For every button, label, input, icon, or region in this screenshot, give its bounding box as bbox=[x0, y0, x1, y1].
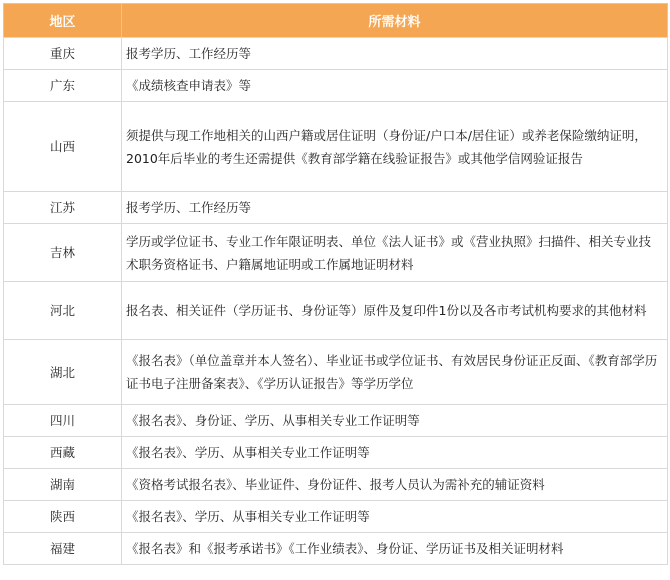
materials-cell: 报考学历、工作经历等 bbox=[122, 38, 668, 70]
table-row bbox=[4, 224, 668, 282]
table-row bbox=[4, 102, 668, 192]
table-row bbox=[4, 192, 668, 224]
table-row bbox=[4, 38, 668, 70]
region-cell: 湖南 bbox=[4, 469, 122, 501]
materials-cell: 《报名表》、学历、从事相关专业工作证明等 bbox=[122, 501, 668, 533]
region-cell: 重庆 bbox=[4, 38, 122, 70]
region-cell: 广东 bbox=[4, 70, 122, 102]
table-row bbox=[4, 340, 668, 405]
materials-cell: 《资格考试报名表》、毕业证件、身份证件、报考人员认为需补充的辅证资料 bbox=[122, 469, 668, 501]
header-materials: 所需材料 bbox=[122, 4, 668, 38]
table-row bbox=[4, 282, 668, 340]
materials-table bbox=[3, 3, 668, 565]
table-row bbox=[4, 405, 668, 437]
table-row bbox=[4, 70, 668, 102]
materials-cell: 报考学历、工作经历等 bbox=[122, 192, 668, 224]
region-cell: 江苏 bbox=[4, 192, 122, 224]
region-cell: 吉林 bbox=[4, 224, 122, 282]
region-cell: 陕西 bbox=[4, 501, 122, 533]
table-row bbox=[4, 533, 668, 565]
materials-table-container bbox=[3, 3, 667, 565]
table-header-row bbox=[4, 4, 668, 38]
region-cell: 西藏 bbox=[4, 437, 122, 469]
materials-cell: 报名表、相关证件（学历证书、身份证等）原件及复印件1份以及各市考试机构要求的其他材料 bbox=[122, 282, 668, 340]
header-region: 地区 bbox=[4, 4, 122, 38]
materials-cell: 《报名表》（单位盖章并本人签名）、毕业证书或学位证书、有效居民身份证正反面、《教育部学历证书电子注册备案表》、《学历认证报告》等学历学位 bbox=[122, 340, 668, 405]
table-row bbox=[4, 437, 668, 469]
materials-cell: 须提供与现工作地相关的山西户籍或居住证明（身份证/户口本/居住证）或养老保险缴纳证明，2010年后毕业的考生还需提供《教育部学籍在线验证报告》或其他学信网验证报告 bbox=[122, 102, 668, 192]
materials-cell: 《报名表》、身份证、学历、从事相关专业工作证明等 bbox=[122, 405, 668, 437]
region-cell: 山西 bbox=[4, 102, 122, 192]
materials-cell: 《报名表》和《报考承诺书》《工作业绩表》、身份证、学历证书及相关证明材料 bbox=[122, 533, 668, 565]
materials-cell: 《成绩核查申请表》等 bbox=[122, 70, 668, 102]
region-cell: 福建 bbox=[4, 533, 122, 565]
region-cell: 河北 bbox=[4, 282, 122, 340]
materials-cell: 学历或学位证书、专业工作年限证明表、单位《法人证书》或《营业执照》扫描件、相关专业技术职务资格证书、户籍属地证明或工作属地证明材料 bbox=[122, 224, 668, 282]
table-row bbox=[4, 469, 668, 501]
region-cell: 四川 bbox=[4, 405, 122, 437]
region-cell: 湖北 bbox=[4, 340, 122, 405]
materials-cell: 《报名表》、学历、从事相关专业工作证明等 bbox=[122, 437, 668, 469]
table-row bbox=[4, 501, 668, 533]
